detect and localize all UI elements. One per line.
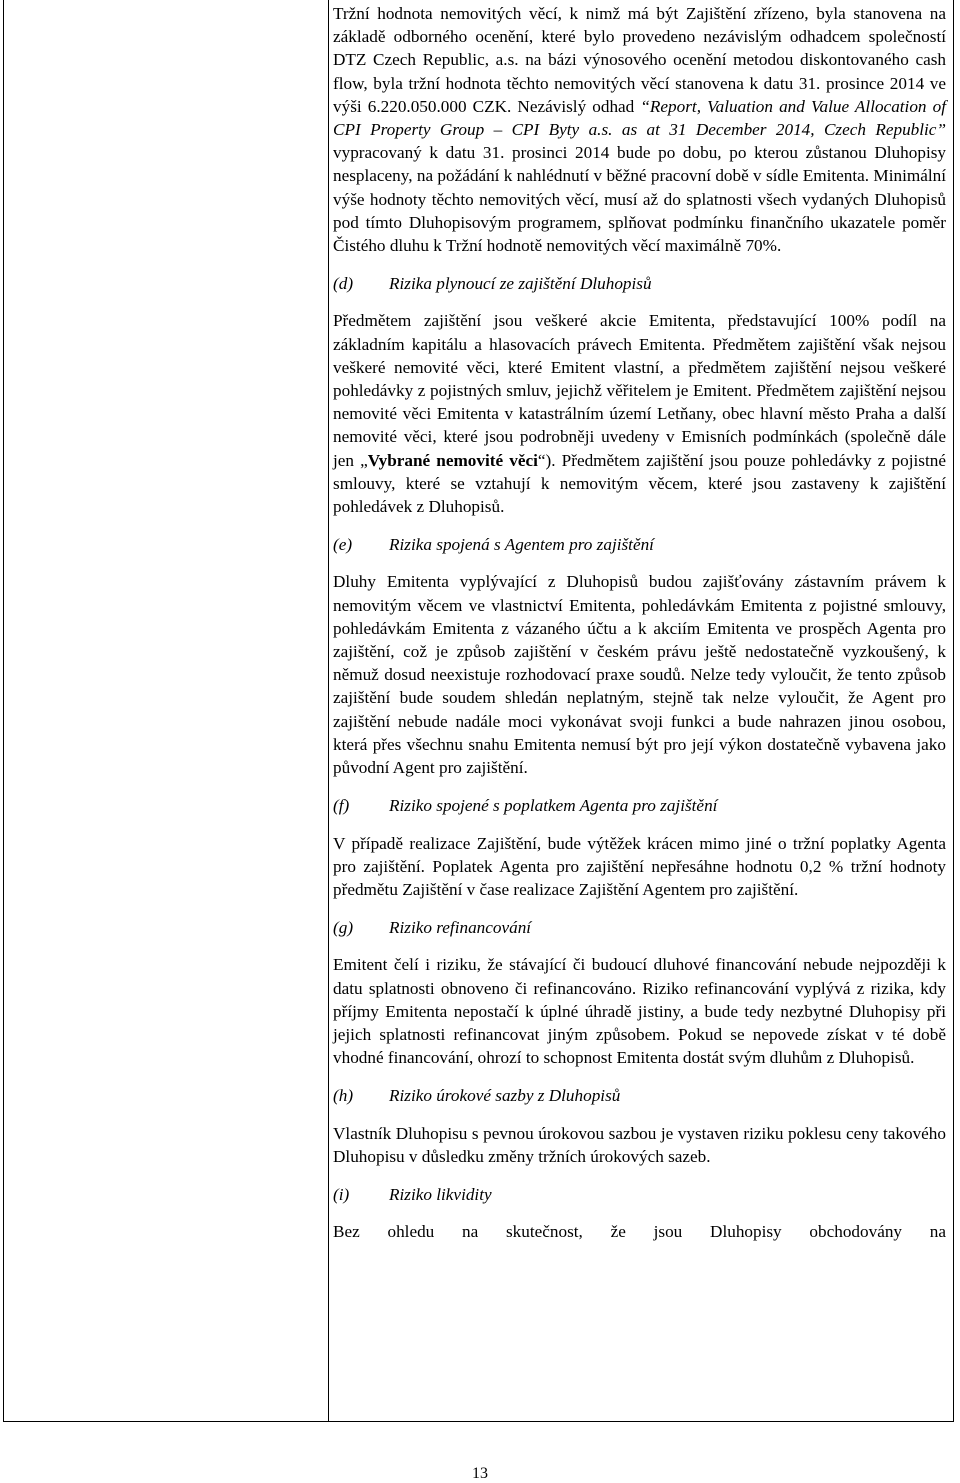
paragraph-g: Emitent čelí i riziku, že stávající či budoucí dluhové financování nebude nejpozději k datu splatnosti obnoveno či refinancováno. Riziko refinancování vyplývá z rizika, kdy příjmy Emitenta nepostačí k úplné úhradě jistiny, a bude tedy nezbytné Dluhopisy při jejich splatnosti refinancovat jiným způsobem. Pokud se nepovede získat v té době vhodné financování, ohrozí to schopnost Emitenta dostát svým dluhům z Dluhopisů. xyxy=(333,955,946,1068)
right-column-content xyxy=(333,2,946,1243)
left-column xyxy=(4,0,329,1421)
heading-g: (g) Riziko refinancování xyxy=(333,918,532,938)
report-title: “Report, Valuation and Value Allocation of CPI Property Group – CPI Byty a.s. as at 31 December 2014, Czech Republic” xyxy=(333,96,946,140)
heading-i: (i) Riziko likvidity xyxy=(333,1184,492,1204)
paragraph-valuation: Tržní hodnota nemovitých věcí, k nimž má být Zajištění zřízeno, byla stanovena na základě odborného ocenění, které bylo provedeno nezávislým odhadcem společností DTZ Czech Republic, a.s. na bázi výnosového ocenění metodou diskontovaného cash flow, byla tržní hodnota těchto nemovitých věcí stanovena k datu 31. prosince 2014 ve výši 6.220.050.000 CZK. Nezávislý odhad “Report, Valuation and Value Allocation of CPI Property Group – CPI Byty a.s. as at 31 December 2014, Czech Republic” vypracovaný k datu 31. prosinci 2014 bude po dobu, po kterou zůstanou Dluhopisy nesplaceny, na požádání k nahlédnutí v běžné pracovní době v sídle Emitenta. Minimální výše hodnoty těchto nemovitých věcí, musí až do splatnosti všech vydaných Dluhopisů pod tímto Dluhopisovým programem, splňovat podmínku finančního ukazatele poměr Čistého dluhu k Tržní hodnotě nemovitých věcí maximálně 70%. xyxy=(333,4,946,256)
heading-e: (e) Rizika spojená s Agentem pro zajištění xyxy=(333,535,654,555)
defined-term: Vybrané nemovité věci xyxy=(367,450,538,470)
paragraph-i: Bez ohledu na skutečnost, že jsou Dluhopisy obchodovány na xyxy=(333,1222,946,1242)
page-number: 13 xyxy=(472,1465,488,1482)
heading-f: (f) Riziko spojené s poplatkem Agenta pro zajištění xyxy=(333,796,718,816)
paragraph-f: V případě realizace Zajištění, bude výtěžek krácen mimo jiné o tržní poplatky Agenta pro zajištění. Poplatek Agenta pro zajištění nepřesáhne hodnotu 0,2 % tržní hodnoty předmětu Zajištění v čase realizace Zajištění Agentem pro zajištění. xyxy=(333,833,946,899)
heading-d: (d) Rizika plynoucí ze zajištění Dluhopisů xyxy=(333,274,652,294)
paragraph-h: Vlastník Dluhopisu s pevnou úrokovou sazbou je vystaven riziku poklesu ceny takového Dluhopisu v důsledku změny tržních úrokových sazeb. xyxy=(333,1123,946,1166)
paragraph-e: Dluhy Emitenta vyplývající z Dluhopisů budou zajišťovány zástavním právem k nemovitým věcem ve vlastnictví Emitenta, pohledávkám Emitenta z pojistné smlouvy, pohledávkám Emitenta z vázaného účtu a k akciím Emitenta ve prospěch Agenta pro zajištění, což je způsob zajištění v českém právu ještě nedostatečně vyzkoušený, k němuž dosud neexistuje rozhodovací praxe soudů. Nelze tedy vyloučit, že tento způsob zajištění bude soudem shledán neplatným, stejně tak nelze vyloučit, že Agent pro zajištění nebude nadále moci vykonávat svoji funkci a bude nahrazen jinou osobou, která přes všechnu snahu Emitenta nemusí být pro její výkon dostatečně vybavena jako původní Agent pro zajištění. xyxy=(333,572,946,778)
heading-h: (h) Riziko úrokové sazby z Dluhopisů xyxy=(333,1086,621,1106)
paragraph-d: Předmětem zajištění jsou veškeré akcie Emitenta, představující 100% podíl na základním kapitálu a hlasovacích právech Emitenta. Předmětem zajištění však nejsou veškeré nemovité věci, které Emitent vlastní, a předmětem zajištění nejsou veškeré pohledávky z pojistných smluv, jejichž věřitelem je Emitent. Předmětem zajištění nejsou nemovité věci Emitenta v katastrálním území Letňany, obec hlavní město Praha a další nemovité věci, které jsou podrobněji uvedeny v Emisních podmínkách (společně dále jen „Vybrané nemovité věci“). Předmětem zajištění jsou pouze pohledávky z pojistné smlouvy, které se vztahují k nemovitým věcem, které jsou zastaveny k zajištění pohledávek z Dluhopisů. xyxy=(333,311,946,517)
